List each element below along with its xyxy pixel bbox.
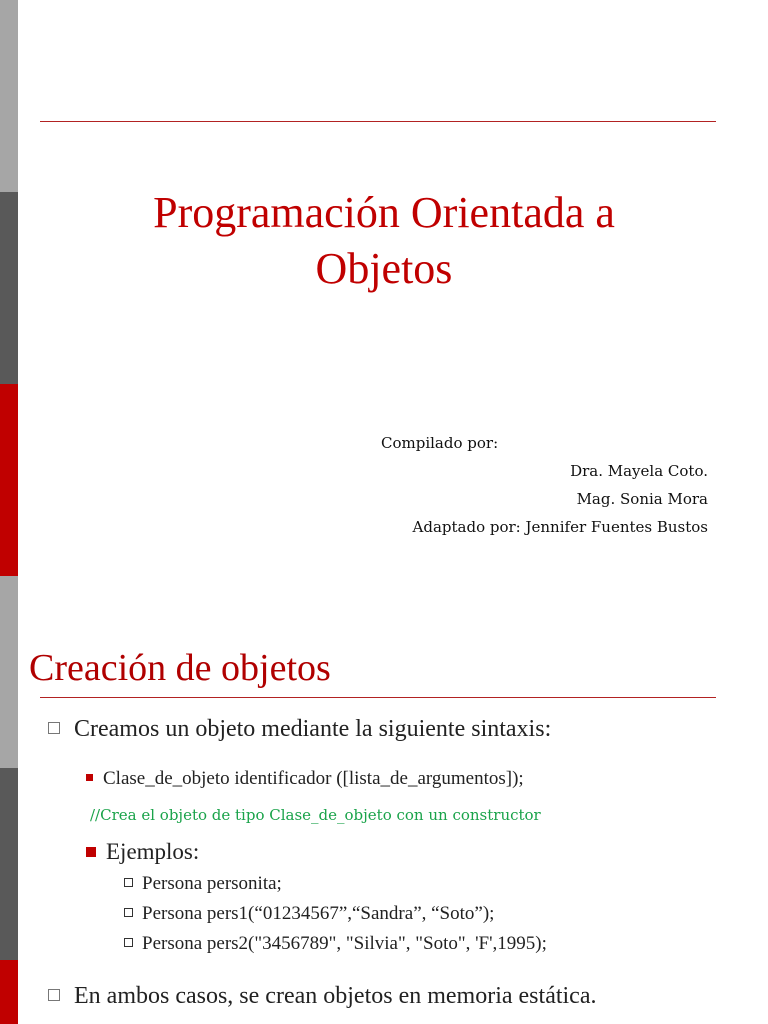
sidebar-decoration [0, 0, 18, 1024]
example-1 [124, 873, 282, 895]
red-square-bullet-icon [86, 774, 93, 781]
title-rule [40, 121, 716, 122]
example-3-text: Persona pers2("3456789", "Silvia", "Soto", 'F',1995); [142, 933, 547, 954]
compiled-by-label: Compilado por: [381, 434, 499, 452]
sidebar-segment-dark [0, 192, 18, 384]
hollow-square-bullet-icon [124, 908, 133, 917]
hollow-square-bullet-icon [48, 722, 60, 734]
title-line-1: Programación Orientada a [153, 188, 615, 237]
examples-label: Ejemplos: [106, 839, 200, 864]
bullet-syntax [48, 716, 551, 743]
slide-2-title: Creación de objetos [29, 647, 331, 689]
bullet-static-memory [48, 983, 596, 1010]
red-square-bullet-icon [86, 847, 96, 857]
adapted-by: Adaptado por: Jennifer Fuentes Bustos [412, 518, 708, 536]
sidebar-segment-dark [0, 768, 18, 960]
example-2 [124, 903, 494, 925]
syntax-text: Clase_de_objeto identificador ([lista_de_argumentos]); [103, 768, 524, 789]
example-3 [124, 933, 547, 955]
syntax-line [86, 768, 524, 790]
bullet-static-memory-text: En ambos casos, se crean objetos en memoria estática. [74, 983, 597, 1009]
example-1-text: Persona personita; [142, 873, 282, 894]
bullet-syntax-text: Creamos un objeto mediante la siguiente sintaxis: [74, 716, 552, 742]
sidebar-segment-light [0, 0, 18, 192]
sidebar-segment-red [0, 960, 18, 1024]
sidebar-segment-red [0, 384, 18, 576]
example-2-text: Persona pers1(“01234567”,“Sandra”, “Soto”); [142, 903, 495, 924]
slide-title [18, 185, 750, 297]
slide-2-rule [40, 697, 716, 698]
title-line-2: Objetos [315, 244, 453, 293]
code-comment: //Crea el objeto de tipo Clase_de_objeto con un constructor [90, 806, 541, 824]
author-1: Dra. Mayela Coto. [570, 462, 708, 480]
examples-heading [86, 839, 199, 865]
title-slide [18, 0, 768, 576]
sidebar-segment-light [0, 576, 18, 768]
content-slide [18, 576, 768, 1024]
author-2: Mag. Sonia Mora [576, 490, 708, 508]
hollow-square-bullet-icon [48, 989, 60, 1001]
hollow-square-bullet-icon [124, 878, 133, 887]
hollow-square-bullet-icon [124, 938, 133, 947]
